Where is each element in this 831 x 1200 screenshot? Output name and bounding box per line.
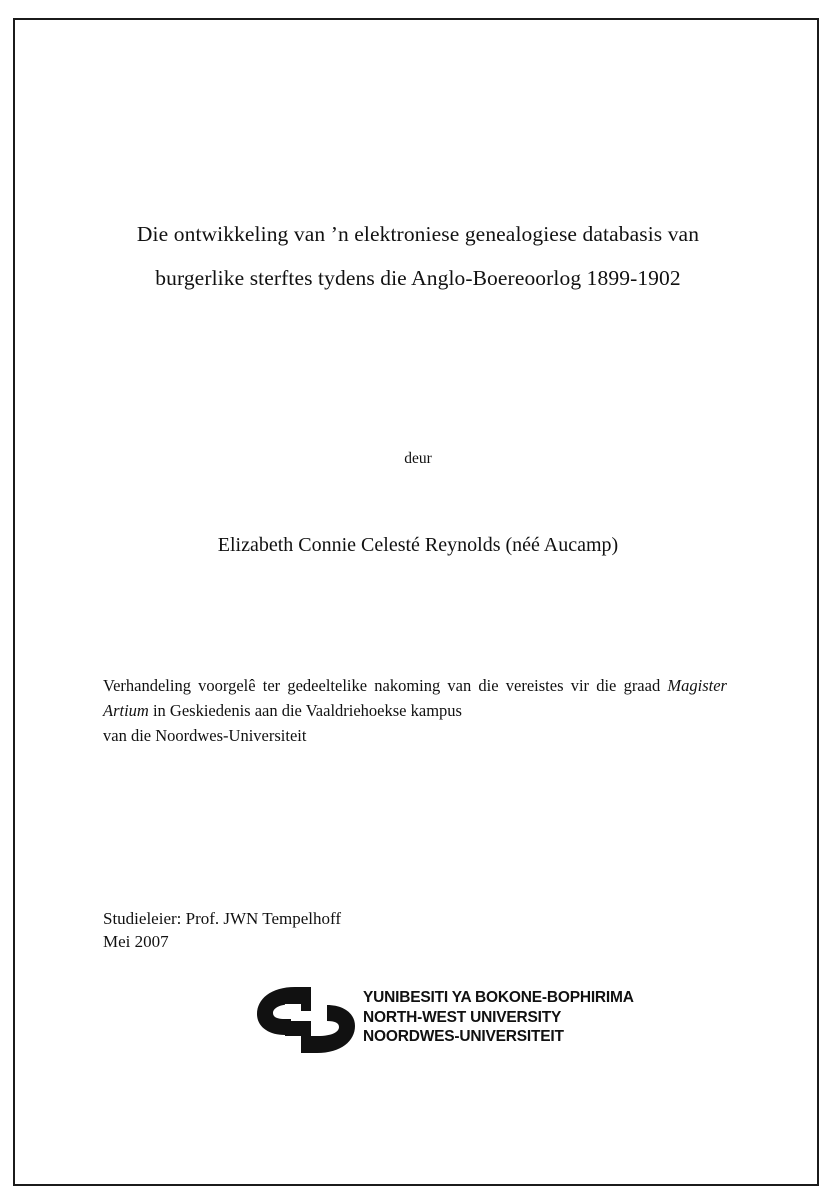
logo-text-line-1: YUNIBESITI YA BOKONE-BOPHIRIMA — [363, 989, 634, 1006]
logo-text-line-3: NOORDWES-UNIVERSITEIT — [363, 1028, 564, 1045]
logo-text-line-2: NORTH-WEST UNIVERSITY — [363, 1008, 562, 1026]
page-title — [103, 212, 733, 300]
degree-statement-line-2-post: in Geskiedenis aan die Vaaldriehoekse kampus — [148, 701, 462, 720]
degree-name: Magister Artium — [103, 676, 727, 720]
degree-statement — [103, 673, 727, 748]
title-line-1: Die ontwikkeling van ’n elektroniese genealogiese databasis van — [136, 222, 700, 246]
university-logo — [251, 983, 671, 1055]
byline-label: deur — [404, 450, 432, 467]
degree-statement-line-2-pre: graad — [623, 676, 668, 695]
supervisor-line: Studieleier: Prof. JWN Tempelhoff — [103, 909, 342, 928]
author-name: Elizabeth Connie Celesté Reynolds (néé Aucamp) — [217, 534, 619, 556]
nwu-logo-mark-icon — [251, 985, 361, 1055]
page-content — [103, 18, 733, 1186]
university-logo-text — [363, 988, 634, 1047]
title-line-2: burgerlike sterftes tydens die Anglo-Boereoorlog 1899-1902 — [155, 266, 681, 290]
degree-statement-line-3: van die Noordwes-Universiteit — [103, 726, 307, 745]
degree-statement-line-1: Verhandeling voorgelê ter gedeeltelike nakoming van die vereistes vir die — [103, 676, 617, 695]
date-line: Mei 2007 — [103, 932, 169, 951]
